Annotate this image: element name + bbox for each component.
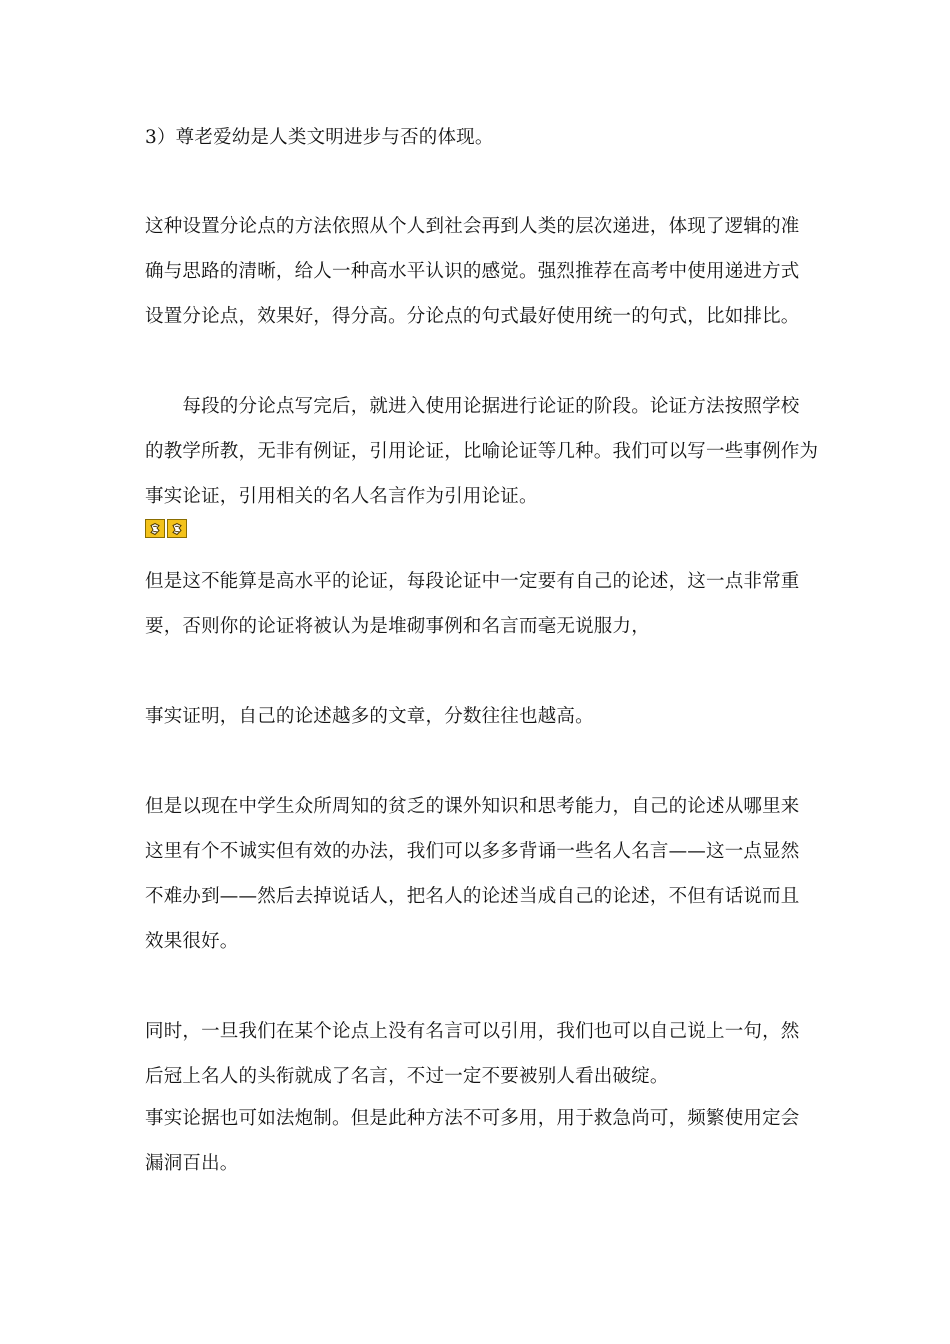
paragraph-line: 3）尊老爱幼是人类文明进步与否的体现。 [145, 127, 494, 148]
paragraph-line: 但是这不能算是高水平的论证，每段论证中一定要有自己的论述，这一点非常重 [145, 571, 800, 592]
paragraph-line: 确与思路的清晰，给人一种高水平认识的感觉。强烈推荐在高考中使用递进方式 [145, 261, 800, 282]
paragraph-line: 这里有个不诚实但有效的办法，我们可以多多背诵一些名人名言——这一点显然 [145, 841, 800, 862]
refresh-icon[interactable] [145, 519, 165, 538]
paragraph-line: 事实论据也可如法炮制。但是此种方法不可多用，用于救急尚可，频繁使用定会 [145, 1108, 800, 1129]
paragraph-line: 事实论证，引用相关的名人名言作为引用论证。 [145, 486, 538, 507]
paragraph-line: 后冠上名人的头衔就成了名言，不过一定不要被别人看出破绽。 [145, 1066, 669, 1087]
refresh-icon[interactable] [167, 519, 187, 538]
paragraph-line: 每段的分论点写完后，就进入使用论据进行论证的阶段。论证方法按照学校 [145, 396, 800, 417]
paragraph-line: 同时，一旦我们在某个论点上没有名言可以引用，我们也可以自己说上一句，然 [145, 1021, 800, 1042]
paragraph-line: 漏洞百出。 [145, 1153, 239, 1174]
paragraph-line: 事实证明，自己的论述越多的文章，分数往往也越高。 [145, 706, 594, 727]
paragraph-line: 但是以现在中学生众所周知的贫乏的课外知识和思考能力，自己的论述从哪里来 [145, 796, 800, 817]
paragraph-line: 的教学所教，无非有例证，引用论证，比喻论证等几种。我们可以写一些事例作为 [145, 441, 819, 462]
paragraph-line: 效果很好。 [145, 931, 239, 952]
paragraph-line: 这种设置分论点的方法依照从个人到社会再到人类的层次递进，体现了逻辑的准 [145, 216, 800, 237]
inline-icon-strip [145, 519, 187, 538]
paragraph-line: 设置分论点，效果好，得分高。分论点的句式最好使用统一的句式，比如排比。 [145, 306, 800, 327]
paragraph-line: 要，否则你的论证将被认为是堆砌事例和名言而毫无说服力， [145, 616, 650, 637]
paragraph-line: 不难办到——然后去掉说话人，把名人的论述当成自己的论述，不但有话说而且 [145, 886, 800, 907]
